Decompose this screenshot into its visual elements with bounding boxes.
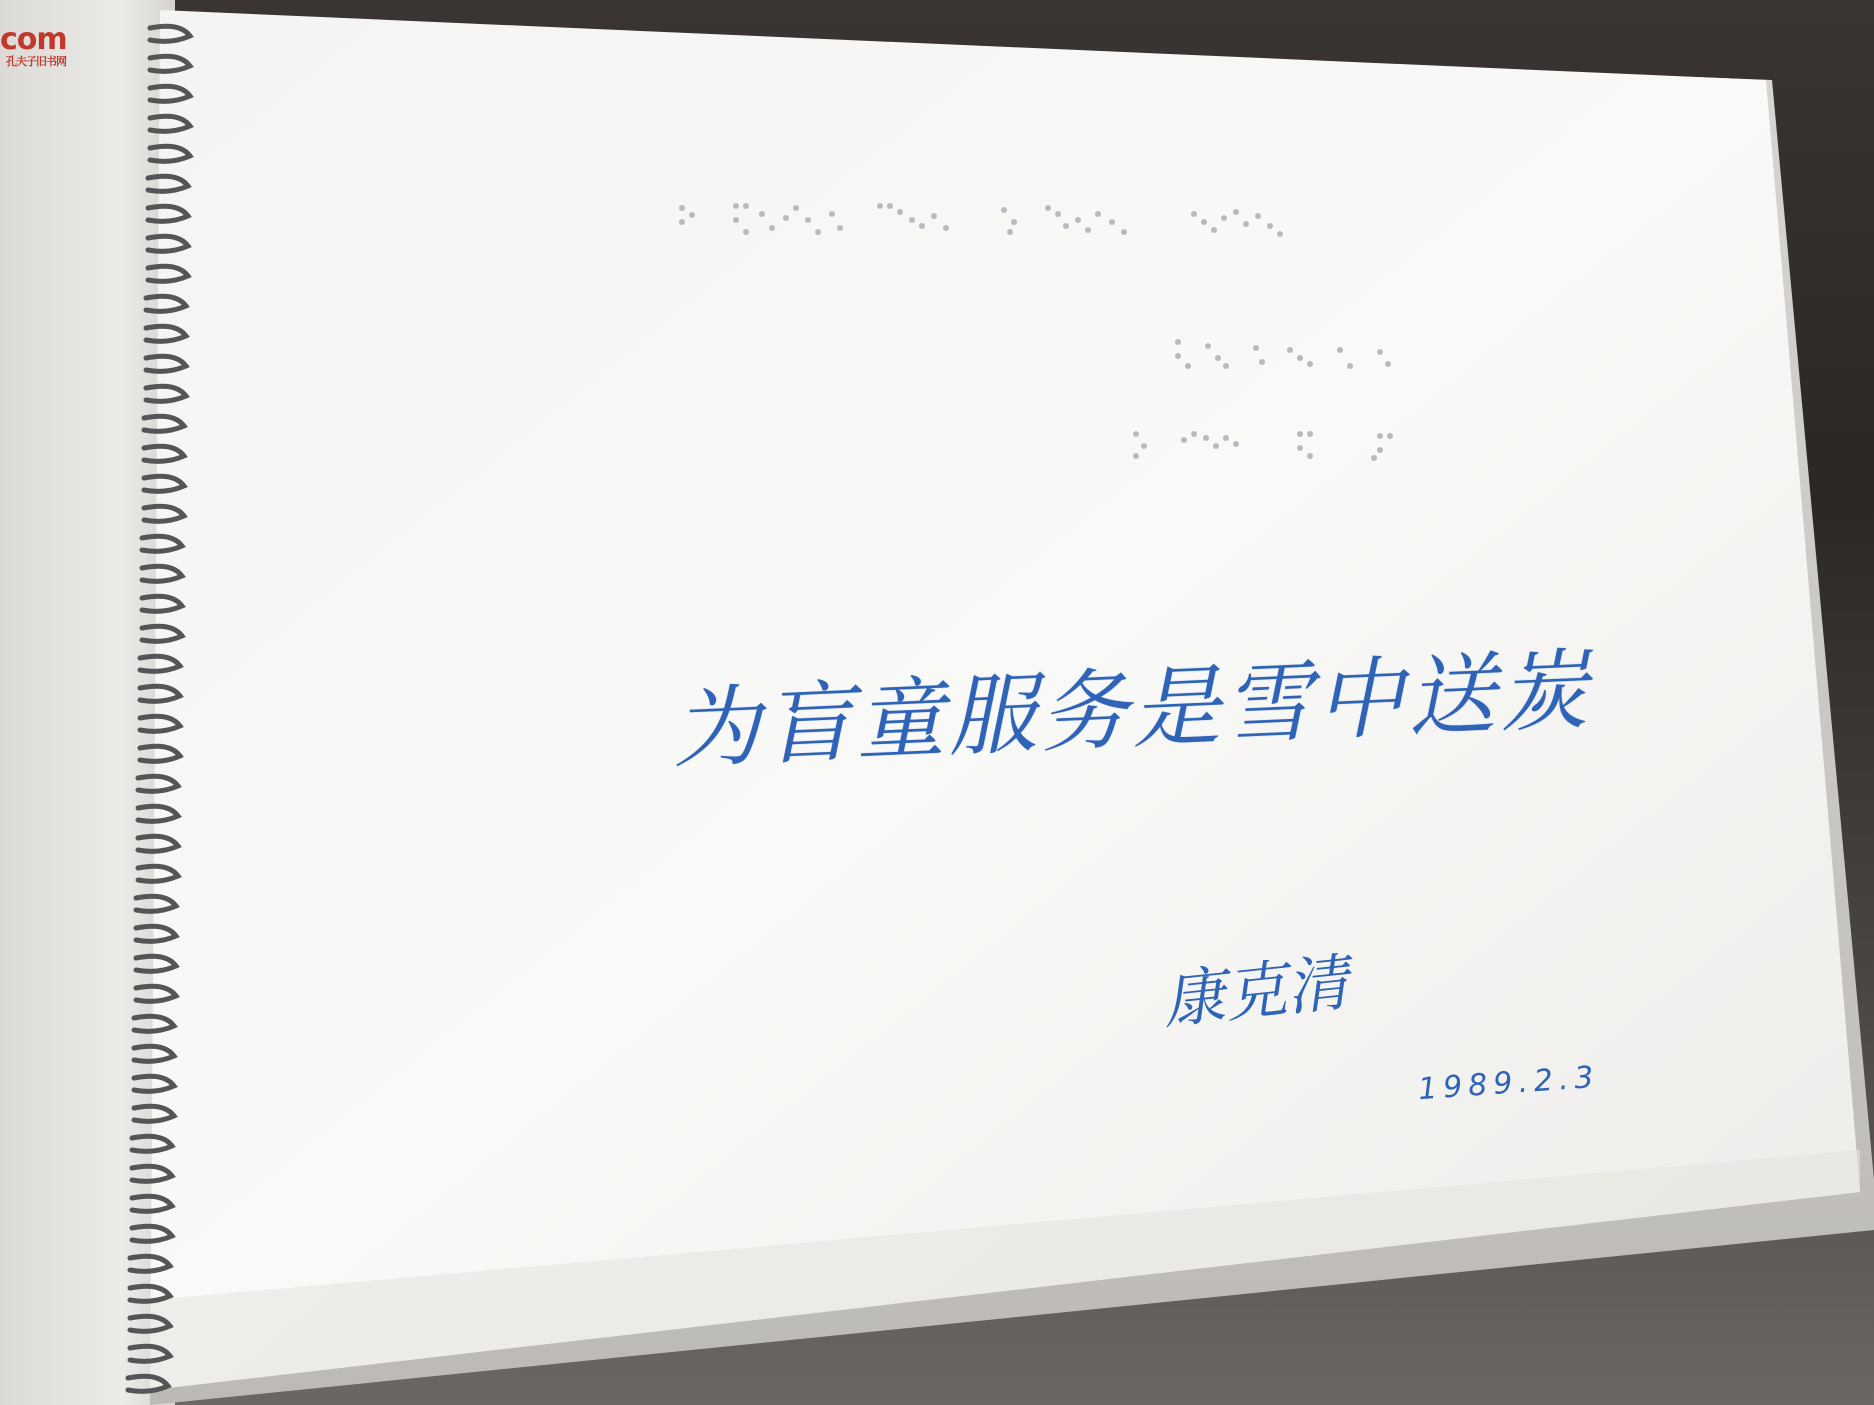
inscription-text: 为盲童服务是雪中送炭: [670, 637, 1594, 781]
date-text: 1989.2.3: [1417, 1059, 1601, 1108]
signature-text: 康克清: [1159, 945, 1352, 1038]
watermark-text: com: [0, 22, 67, 57]
watermark-subtext: 孔夫子旧书网: [6, 55, 66, 68]
